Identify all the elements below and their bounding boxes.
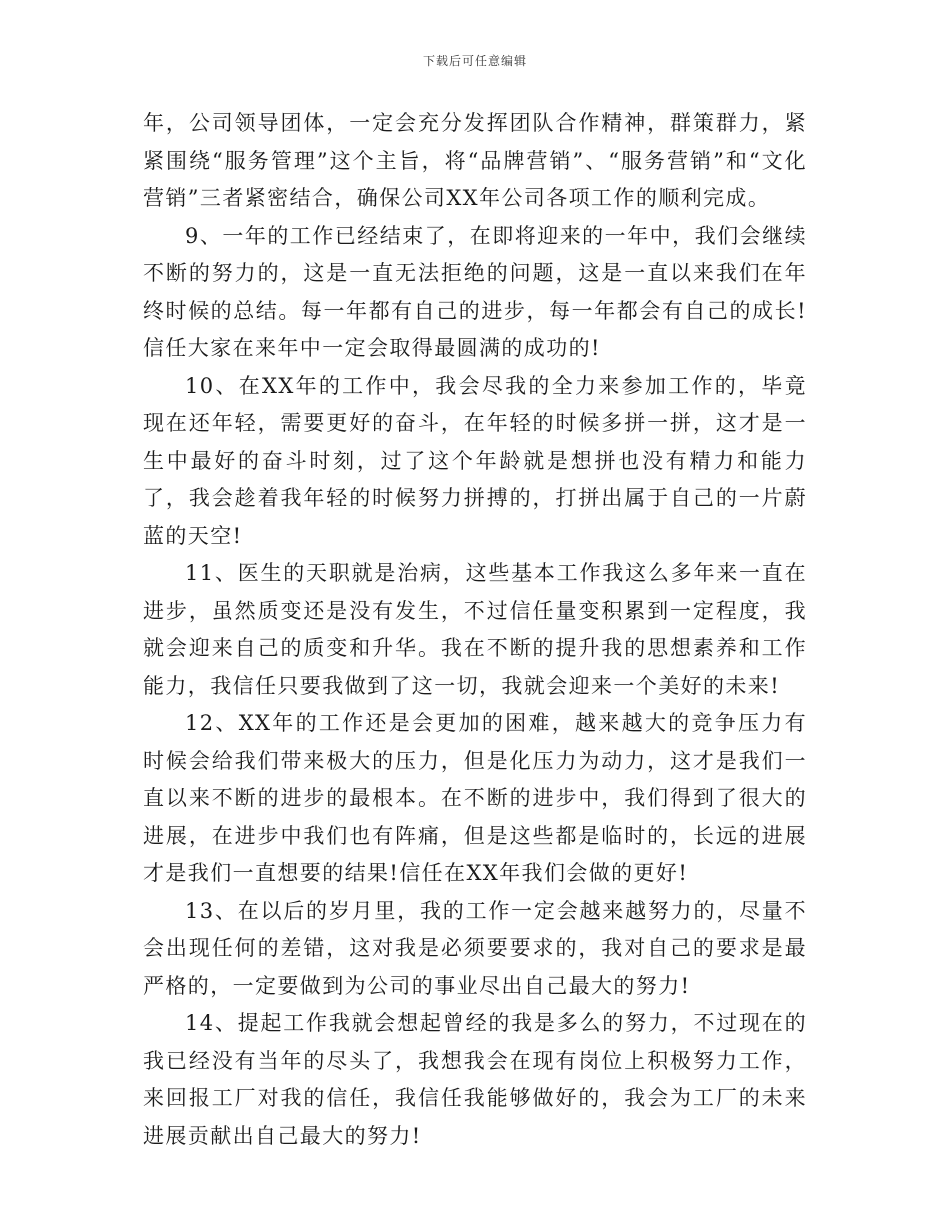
header-note: 下载后可任意编辑 <box>422 54 527 68</box>
paragraph-13: 13、在以后的岁月里，我的工作一定会越来越努力的，尽量不会出现任何的差错，这对我是必须要要求的，我对自己的要求是最严格的，一定要做到为公司的事业尽出自己最大的努力! <box>143 898 807 998</box>
document-body <box>143 105 807 1155</box>
paragraph-14: 14、提起工作我就会想起曾经的我是多么的努力，不过现在的我已经没有当年的尽头了，我想我会在现有岗位上积极努力工作，来回报工厂对我的信任，我信任我能够做好的，我会为工厂的未来进展贡献出自己最大的努力! <box>143 1011 807 1148</box>
paragraph-11: 11、医生的天职就是治病，这些基本工作我这么多年来一直在进步，虽然质变还是没有发生，不过信任量变积累到一定程度，我就会迎来自己的质变和升华。我在不断的提升我的思想素养和工作能力，我信任只要我做到了这一切，我就会迎来一个美好的未来! <box>143 561 807 698</box>
paragraph-continuation: 年，公司领导团体，一定会充分发挥团队合作精神，群策群力，紧紧围绕“服务管理”这个主旨，将“品牌营销”、“服务营销”和“文化营销”三者紧密结合，确保公司XX年公司各项工作的顺利完成。 <box>143 111 807 210</box>
paragraph-10: 10、在XX年的工作中，我会尽我的全力来参加工作的，毕竟现在还年轻，需要更好的奋斗，在年轻的时候多拼一拼，这才是一生中最好的奋斗时刻，过了这个年龄就是想拼也没有精力和能力了，我会趁着我年轻的时候努力拼搏的，打拼出属于自己的一片蔚蓝的天空! <box>143 373 807 548</box>
paragraph-9: 9、一年的工作已经结束了，在即将迎来的一年中，我们会继续不断的努力的，这是一直无法拒绝的问题，这是一直以来我们在年终时候的总结。每一年都有自己的进步，每一年都会有自己的成长!信任大家在来年中一定会取得最圆满的成功的! <box>143 223 807 360</box>
paragraph-12: 12、XX年的工作还是会更加的困难，越来越大的竞争压力有时候会给我们带来极大的压力，但是化压力为动力，这才是我们一直以来不断的进步的最根本。在不断的进步中，我们得到了很大的进展，在进步中我们也有阵痛，但是这些都是临时的，长远的进展才是我们一直想要的结果!信任在XX年我们会做的更好! <box>143 711 807 885</box>
